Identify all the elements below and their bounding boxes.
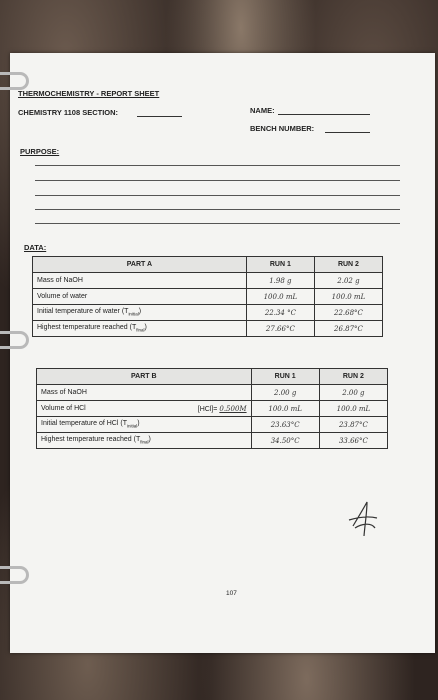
row-label-cell: Highest temperature reached $(T_{final})$ (33, 321, 247, 337)
bench-number-label: BENCH NUMBER: (250, 124, 315, 133)
run2-value: 2.02 g (314, 273, 382, 289)
part-a-table (32, 256, 383, 337)
part-a-run1-header: RUN 1 (246, 257, 314, 273)
report-sheet (10, 53, 435, 653)
table-row (33, 273, 383, 289)
name-label: NAME: (250, 106, 275, 115)
run2-value: 33.66°C (319, 433, 387, 449)
hcl-label: [HCl]= (197, 405, 218, 413)
purpose-line (35, 165, 400, 166)
table-row (37, 385, 388, 401)
run1-value: 2.00 g (251, 385, 319, 401)
bench-line (325, 132, 370, 133)
part-b-run2-header: RUN 2 (319, 369, 387, 385)
data-label: DATA: (24, 243, 47, 252)
subscript: final (140, 439, 149, 445)
table-row (37, 401, 388, 417)
table-row (33, 289, 383, 305)
part-b-title: PART B (37, 369, 252, 385)
part-b-run1-header: RUN 1 (251, 369, 319, 385)
run1-value: 22.34 °C (246, 305, 314, 321)
row-label-cell: Initial temperature of water $(T_{initial})$ (33, 305, 247, 321)
purpose-line (35, 195, 400, 196)
hcl-value: 0.500M (219, 404, 247, 413)
hcl-concentration (198, 405, 247, 413)
binder-ring (0, 566, 29, 584)
page-number: 107 (226, 590, 237, 597)
run2-value: 23.87°C (319, 417, 387, 433)
run2-value: 26.87°C (314, 321, 382, 337)
row-label: Initial temperature of HCl (T (41, 420, 127, 428)
part-b-table (36, 368, 388, 449)
subscript: initial (128, 311, 139, 317)
table-row (33, 305, 383, 321)
table-row (33, 321, 383, 337)
run1-value: 100.0 mL (246, 289, 314, 305)
run1-value: 23.63°C (251, 417, 319, 433)
run2-value: 2.00 g (319, 385, 387, 401)
subscript: initial (126, 423, 138, 429)
part-a-title: PART A (33, 257, 247, 273)
part-a-run2-header: RUN 2 (314, 257, 382, 273)
report-title: THERMOCHEMISTRY - REPORT SHEET (18, 89, 160, 98)
row-label-cell: Highest temperature reached $(T_{final})$ (37, 433, 252, 449)
run1-value: 27.66°C (246, 321, 314, 337)
run1-value: 34.50°C (251, 433, 319, 449)
section-label: CHEMISTRY 1108 SECTION: (18, 108, 119, 117)
run2-value: 22.68°C (314, 305, 382, 321)
row-label: Mass of NaOH (37, 385, 252, 401)
row-label: Highest temperature reached (T (41, 436, 141, 444)
purpose-label: PURPOSE: (20, 147, 60, 156)
run2-value: 100.0 mL (314, 289, 382, 305)
binder-ring (0, 72, 29, 90)
section-line (137, 116, 182, 117)
table-row (37, 433, 388, 449)
signature-mark (345, 498, 381, 540)
row-label-cell: Initial temperature of HCl $(T_{initial})$ (37, 417, 252, 433)
run2-value: 100.0 mL (319, 401, 387, 417)
purpose-line (35, 180, 400, 181)
row-label: Highest temperature reached (T (37, 324, 137, 332)
row-label: Mass of NaOH (33, 273, 247, 289)
name-line (278, 114, 370, 115)
run1-value: 1.98 g (246, 273, 314, 289)
binder-ring (0, 331, 29, 349)
row-label: Initial temperature of water (T (37, 308, 129, 316)
row-label: Volume of water (33, 289, 247, 305)
row-label-cell (37, 401, 252, 417)
run1-value: 100.0 mL (251, 401, 319, 417)
purpose-line (35, 223, 400, 224)
row-label: Volume of HCl (41, 404, 86, 412)
table-row (37, 417, 388, 433)
subscript: final (136, 327, 145, 333)
purpose-line (35, 209, 400, 210)
